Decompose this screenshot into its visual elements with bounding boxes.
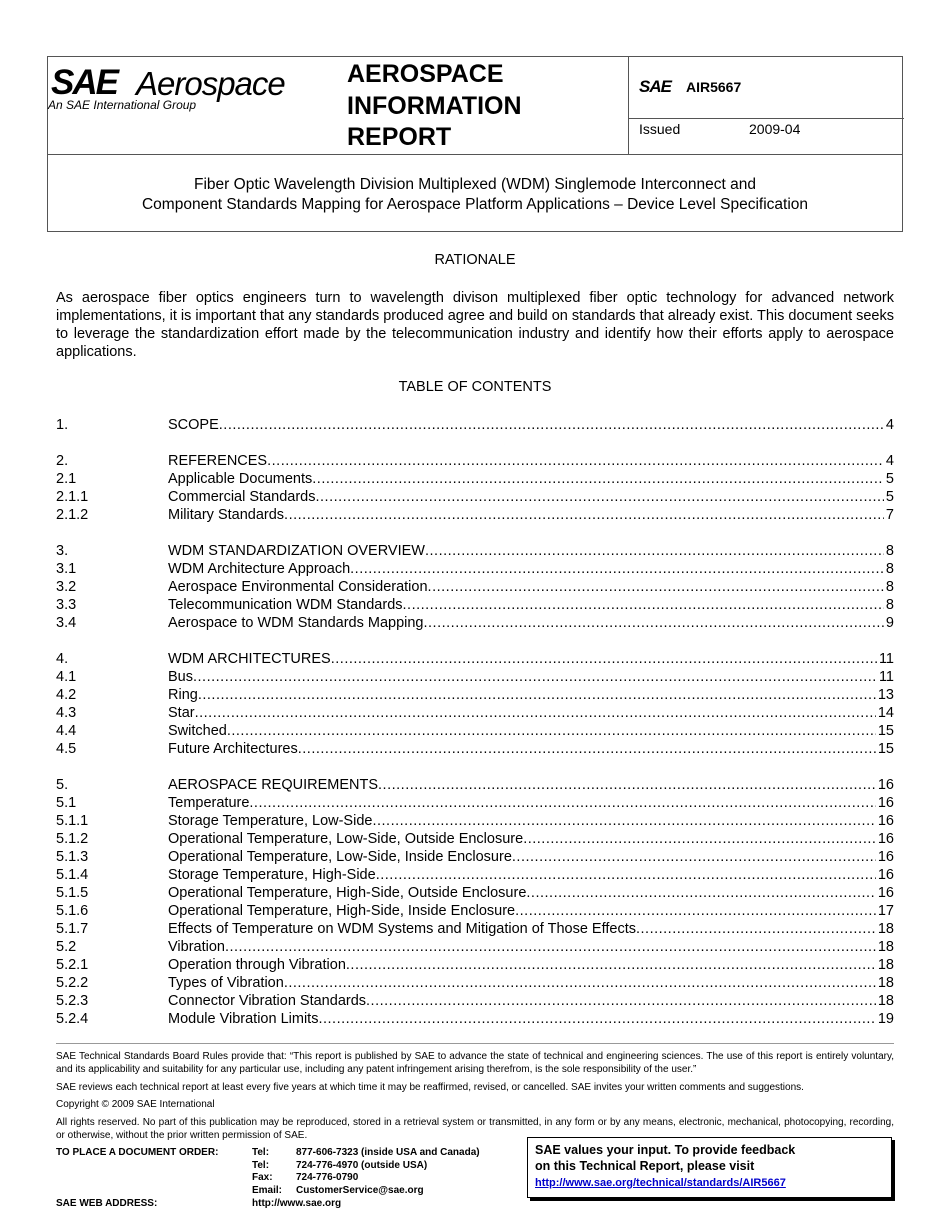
toc-entry-line	[168, 488, 894, 506]
toc-entry-number: 4.3	[56, 705, 77, 721]
toc-dot-leader	[428, 578, 884, 596]
toc-entry[interactable]	[56, 740, 894, 758]
toc-entry[interactable]	[56, 578, 894, 596]
toc-entry-number: 5.2.3	[56, 993, 89, 1009]
toc-entry-line	[168, 866, 894, 884]
toc-entry-number: 4.4	[56, 723, 77, 739]
footer-divider	[56, 1043, 894, 1044]
logo-aerospace-text: Aerospace	[136, 65, 285, 102]
toc-entry-line	[168, 542, 894, 560]
toc-dot-leader	[403, 596, 884, 614]
rights-text: All rights reserved. No part of this publication may be reproduced, stored in a retrieval system or transmitted, in any form or by any means, electronic, mechanical, photocopying, recording, or otherwise, without the prior written permission of SAE.	[56, 1117, 894, 1141]
toc-entry-title: Operational Temperature, High-Side, Outside Enclosure	[168, 885, 527, 901]
toc-entry-number: 1.	[56, 417, 69, 433]
toc-entry-title: Commercial Standards	[168, 489, 316, 505]
toc-entry-number: 5.2.1	[56, 957, 89, 973]
toc-entry-line	[168, 794, 894, 812]
toc-entry[interactable]	[56, 794, 894, 812]
toc-entry-line	[168, 956, 894, 974]
contact-row	[252, 1160, 512, 1173]
toc-entry[interactable]	[56, 974, 894, 992]
toc-dot-leader	[195, 704, 876, 722]
toc-entry[interactable]	[56, 596, 894, 614]
toc-entry[interactable]	[56, 956, 894, 974]
toc-entry-title: Ring	[168, 687, 198, 703]
toc-entry-number: 5.2.4	[56, 1011, 89, 1027]
toc-entry-title: REFERENCES	[168, 453, 268, 469]
toc-entry-page: 5	[885, 489, 894, 505]
toc-entry-page: 7	[885, 507, 894, 523]
toc-entry-number: 5.1	[56, 795, 77, 811]
toc-entry[interactable]	[56, 452, 894, 470]
toc-entry-line	[168, 506, 894, 524]
toc-entry-line	[168, 650, 894, 668]
toc-entry-page: 16	[877, 813, 894, 829]
toc-entry-page: 16	[877, 867, 894, 883]
toc-entry-line	[168, 776, 894, 794]
report-type	[347, 59, 627, 154]
contact-row	[252, 1172, 512, 1185]
toc-entry-page: 17	[877, 903, 894, 919]
toc-entry-title: WDM STANDARDIZATION OVERVIEW	[168, 543, 425, 559]
toc-dot-leader	[193, 668, 877, 686]
logo-sae-text: SAE	[51, 63, 117, 102]
toc-entry-title: Military Standards	[168, 507, 285, 523]
issued-label: Issued	[639, 121, 681, 137]
web-address-value: http://www.sae.org	[252, 1198, 342, 1209]
toc-dot-leader	[284, 506, 884, 524]
toc-entry[interactable]	[56, 938, 894, 956]
toc-entry-number: 2.1	[56, 471, 77, 487]
toc-entry-title: Switched	[168, 723, 227, 739]
toc-entry-page: 18	[877, 975, 894, 991]
toc-entry[interactable]	[56, 776, 894, 794]
toc-dot-leader	[512, 848, 876, 866]
toc-entry-number: 2.1.2	[56, 507, 89, 523]
toc-entry-line	[168, 722, 894, 740]
report-type-line: REPORT	[347, 123, 452, 151]
feedback-line: SAE values your input. To provide feedback	[535, 1143, 796, 1157]
toc-entry-title: WDM ARCHITECTURES	[168, 651, 331, 667]
report-type-line: INFORMATION	[347, 91, 522, 120]
toc-entry-title: Bus	[168, 669, 193, 685]
issued-date: 2009-04	[749, 121, 801, 137]
toc-entry-page: 16	[877, 777, 894, 793]
toc-entry-line	[168, 470, 894, 488]
toc-heading: TABLE OF CONTENTS	[398, 379, 552, 395]
toc-entry[interactable]	[56, 722, 894, 740]
toc-entry-number: 5.1.6	[56, 903, 89, 919]
logo-subtitle: An SAE International Group	[48, 98, 197, 112]
toc-entry-page: 19	[877, 1011, 894, 1027]
toc-entry-line	[168, 812, 894, 830]
contact-value[interactable]: CustomerService@sae.org	[296, 1184, 424, 1196]
toc-entry-number: 3.1	[56, 561, 77, 577]
document-code-box	[629, 57, 904, 119]
toc-dot-leader	[523, 830, 876, 848]
toc-entry-page: 18	[877, 957, 894, 973]
document-code-cell	[628, 57, 904, 154]
review-text: SAE reviews each technical report at least every five years at which time it may be reaffirmed, revised, or cancelled. SAE invites your written comments and suggestions.	[56, 1082, 804, 1093]
web-address-label: SAE WEB ADDRESS:	[56, 1198, 158, 1209]
toc-entry-title: Module Vibration Limits	[168, 1011, 319, 1027]
toc-entry-page: 4	[885, 453, 894, 469]
toc-dot-leader	[219, 416, 884, 434]
toc-entry-page: 16	[877, 885, 894, 901]
toc-dot-leader	[249, 794, 875, 812]
contact-label: Fax:	[252, 1172, 273, 1183]
toc-entry-number: 5.	[56, 777, 69, 793]
toc-entry-page: 11	[878, 669, 894, 685]
contact-value: 724-776-4970 (outside USA)	[296, 1159, 428, 1171]
toc-entry-title: Connector Vibration Standards	[168, 993, 367, 1009]
toc-entry-title: WDM Architecture Approach	[168, 561, 351, 577]
toc-entry-title: Effects of Temperature on WDM Systems and Mitigation of Those Effects	[168, 921, 636, 937]
contact-row	[252, 1185, 512, 1198]
toc-entry-line	[168, 686, 894, 704]
document-code: AIR5667	[686, 79, 742, 95]
toc-entry-number: 5.1.2	[56, 831, 89, 847]
toc-entry[interactable]	[56, 506, 894, 524]
toc-entry-page: 18	[877, 921, 894, 937]
toc-entry-number: 5.1.4	[56, 867, 89, 883]
toc-entry-number: 4.	[56, 651, 69, 667]
toc-entry-page: 9	[885, 615, 894, 631]
toc-entry[interactable]	[56, 650, 894, 668]
toc-entry[interactable]	[56, 920, 894, 938]
toc-dot-leader	[372, 812, 875, 830]
report-type-line: AEROSPACE	[347, 60, 504, 88]
document-title-line: Component Standards Mapping for Aerospace Platform Applications – Device Level Specification	[141, 196, 808, 213]
toc-entry-page: 8	[885, 579, 894, 595]
toc-dot-leader	[425, 542, 884, 560]
toc-entry[interactable]	[56, 866, 894, 884]
toc-dot-leader	[225, 938, 876, 956]
toc-entry-page: 15	[877, 741, 894, 757]
toc-entry[interactable]	[56, 1010, 894, 1028]
order-label: TO PLACE A DOCUMENT ORDER:	[56, 1147, 219, 1158]
toc-entry-title: Storage Temperature, Low-Side	[168, 813, 373, 829]
sae-aerospace-logo	[48, 57, 333, 154]
document-header	[47, 56, 903, 232]
toc-entry[interactable]	[56, 704, 894, 722]
toc-entry-line	[168, 560, 894, 578]
toc-dot-leader	[424, 614, 884, 632]
toc-entry-number: 5.2.2	[56, 975, 89, 991]
toc-entry-page: 18	[877, 993, 894, 1009]
toc-entry-line	[168, 974, 894, 992]
toc-entry-line	[168, 830, 894, 848]
toc-dot-leader	[267, 452, 884, 470]
contact-label: Email:	[252, 1184, 283, 1196]
toc-entry-line	[168, 902, 894, 920]
toc-entry-line	[168, 668, 894, 686]
toc-dot-leader	[284, 974, 876, 992]
toc-entry-line	[168, 848, 894, 866]
toc-entry-number: 3.2	[56, 579, 77, 595]
toc-entry[interactable]	[56, 686, 894, 704]
toc-dot-leader	[331, 650, 877, 668]
toc-dot-leader	[298, 740, 876, 758]
toc-entry[interactable]	[56, 488, 894, 506]
contact-value: 724-776-0790	[296, 1172, 359, 1183]
toc-dot-leader	[376, 866, 876, 884]
copyright-text: Copyright © 2009 SAE International	[56, 1099, 215, 1110]
contact-list	[252, 1147, 512, 1197]
toc-entry-title: Star	[168, 705, 195, 721]
toc-entry-line	[168, 704, 894, 722]
toc-dot-leader	[346, 956, 876, 974]
toc-entry-title: Telecommunication WDM Standards	[168, 597, 403, 613]
toc-entry-title: Applicable Documents	[168, 471, 313, 487]
document-title	[48, 154, 902, 232]
rationale-heading: RATIONALE	[434, 252, 516, 268]
toc-entry-line	[168, 614, 894, 632]
toc-entry-line	[168, 992, 894, 1010]
contact-label: Tel:	[252, 1147, 270, 1158]
toc-entry-page: 16	[877, 831, 894, 847]
toc-entry-title: Operational Temperature, Low-Side, Outside Enclosure	[168, 831, 524, 847]
toc-entry-page: 14	[877, 705, 894, 721]
toc-entry-number: 2.	[56, 453, 69, 469]
toc-entry-title: Aerospace Environmental Consideration	[168, 579, 428, 595]
toc-entry-page: 18	[877, 939, 894, 955]
toc-entry[interactable]	[56, 668, 894, 686]
feedback-link[interactable]: http://www.sae.org/technical/standards/AIR5667	[535, 1177, 786, 1189]
toc-entry[interactable]	[56, 614, 894, 632]
toc-entry-number: 4.5	[56, 741, 77, 757]
toc-dot-leader	[366, 992, 876, 1010]
toc-entry-number: 5.1.3	[56, 849, 89, 865]
contact-label: Tel:	[252, 1159, 270, 1171]
toc-entry-number: 5.1.7	[56, 921, 89, 937]
toc-entry-title: Temperature	[168, 795, 250, 811]
toc-entry[interactable]	[56, 560, 894, 578]
toc-dot-leader	[198, 686, 876, 704]
toc-entry-number: 3.3	[56, 597, 77, 613]
toc-entry[interactable]	[56, 830, 894, 848]
toc-dot-leader	[526, 884, 875, 902]
toc-entry-title: Operational Temperature, Low-Side, Inside Enclosure	[168, 849, 512, 865]
toc-entry-line	[168, 416, 894, 434]
sae-mark: SAE	[639, 77, 671, 96]
toc-entry-page: 16	[877, 795, 894, 811]
toc-entry-page: 8	[885, 561, 894, 577]
toc-dot-leader	[227, 722, 876, 740]
toc-entry-line	[168, 740, 894, 758]
toc-dot-leader	[318, 1010, 875, 1028]
toc-entry-line	[168, 1010, 894, 1028]
rationale-body: As aerospace fiber optics engineers turn to wavelength divison multiplexed fiber optic technology for advanced network implementations, it is important that any standards produced agree and build on standards that already exist. This document seeks to leverage the standardization effort made by the telecommunication industry and identify how their efforts apply to aerospace applications.	[56, 290, 894, 360]
toc-entry[interactable]	[56, 992, 894, 1010]
toc-entry-page: 13	[877, 687, 894, 703]
toc-entry-line	[168, 596, 894, 614]
toc-entry-number: 5.1.1	[56, 813, 89, 829]
toc-entry-line	[168, 578, 894, 596]
toc-entry-title: Aerospace to WDM Standards Mapping	[168, 615, 424, 631]
toc-entry[interactable]	[56, 884, 894, 902]
toc-entry-page: 11	[878, 651, 894, 667]
toc-entry-line	[168, 452, 894, 470]
toc-entry-title: SCOPE	[168, 417, 219, 433]
table-of-contents	[56, 416, 894, 1028]
toc-entry[interactable]	[56, 812, 894, 830]
toc-entry-title: Operation through Vibration	[168, 957, 346, 973]
toc-entry[interactable]	[56, 416, 894, 434]
toc-entry-title: Storage Temperature, High-Side	[168, 867, 376, 883]
toc-dot-leader	[350, 560, 884, 578]
toc-dot-leader	[636, 920, 876, 938]
toc-dot-leader	[515, 902, 876, 920]
toc-entry-number: 5.2	[56, 939, 77, 955]
toc-entry-number: 3.	[56, 543, 69, 559]
toc-entry-number: 3.4	[56, 615, 77, 631]
toc-entry-page: 15	[877, 723, 894, 739]
toc-entry-page: 8	[885, 597, 894, 613]
toc-entry-number: 5.1.5	[56, 885, 89, 901]
toc-entry-title: Operational Temperature, High-Side, Inside Enclosure	[168, 903, 516, 919]
feedback-line: on this Technical Report, please visit	[535, 1159, 755, 1173]
toc-entry[interactable]	[56, 470, 894, 488]
toc-dot-leader	[378, 776, 876, 794]
toc-entry-page: 4	[885, 417, 894, 433]
toc-entry-line	[168, 884, 894, 902]
toc-entry-line	[168, 938, 894, 956]
toc-entry-page: 16	[877, 849, 894, 865]
toc-entry-title: Vibration	[168, 939, 225, 955]
toc-entry[interactable]	[56, 542, 894, 560]
toc-entry-page: 8	[885, 543, 894, 559]
toc-entry-number: 4.1	[56, 669, 77, 685]
contact-row	[252, 1147, 512, 1160]
toc-entry-page: 5	[885, 471, 894, 487]
toc-entry[interactable]	[56, 848, 894, 866]
toc-entry-number: 2.1.1	[56, 489, 89, 505]
toc-entry-line	[168, 920, 894, 938]
document-title-line: Fiber Optic Wavelength Division Multiplexed (WDM) Singlemode Interconnect and	[194, 176, 756, 193]
toc-dot-leader	[315, 488, 883, 506]
toc-dot-leader	[312, 470, 884, 488]
toc-entry-title: Types of Vibration	[168, 975, 284, 991]
toc-entry-title: Future Architectures	[168, 741, 298, 757]
board-rules-text: SAE Technical Standards Board Rules provide that: “This report is published by SAE to advance the state of technical and engineering sciences. The use of this report is entirely voluntary, and its applicability and suitability for any particular use, including any patent infringement arising therefrom, is the sole responsibility of the user.”	[56, 1051, 894, 1075]
feedback-box	[527, 1137, 892, 1198]
contact-value: 877-606-7323 (inside USA and Canada)	[296, 1147, 480, 1158]
toc-entry-title: AEROSPACE REQUIREMENTS	[168, 777, 379, 793]
toc-entry[interactable]	[56, 902, 894, 920]
toc-entry-number: 4.2	[56, 687, 77, 703]
